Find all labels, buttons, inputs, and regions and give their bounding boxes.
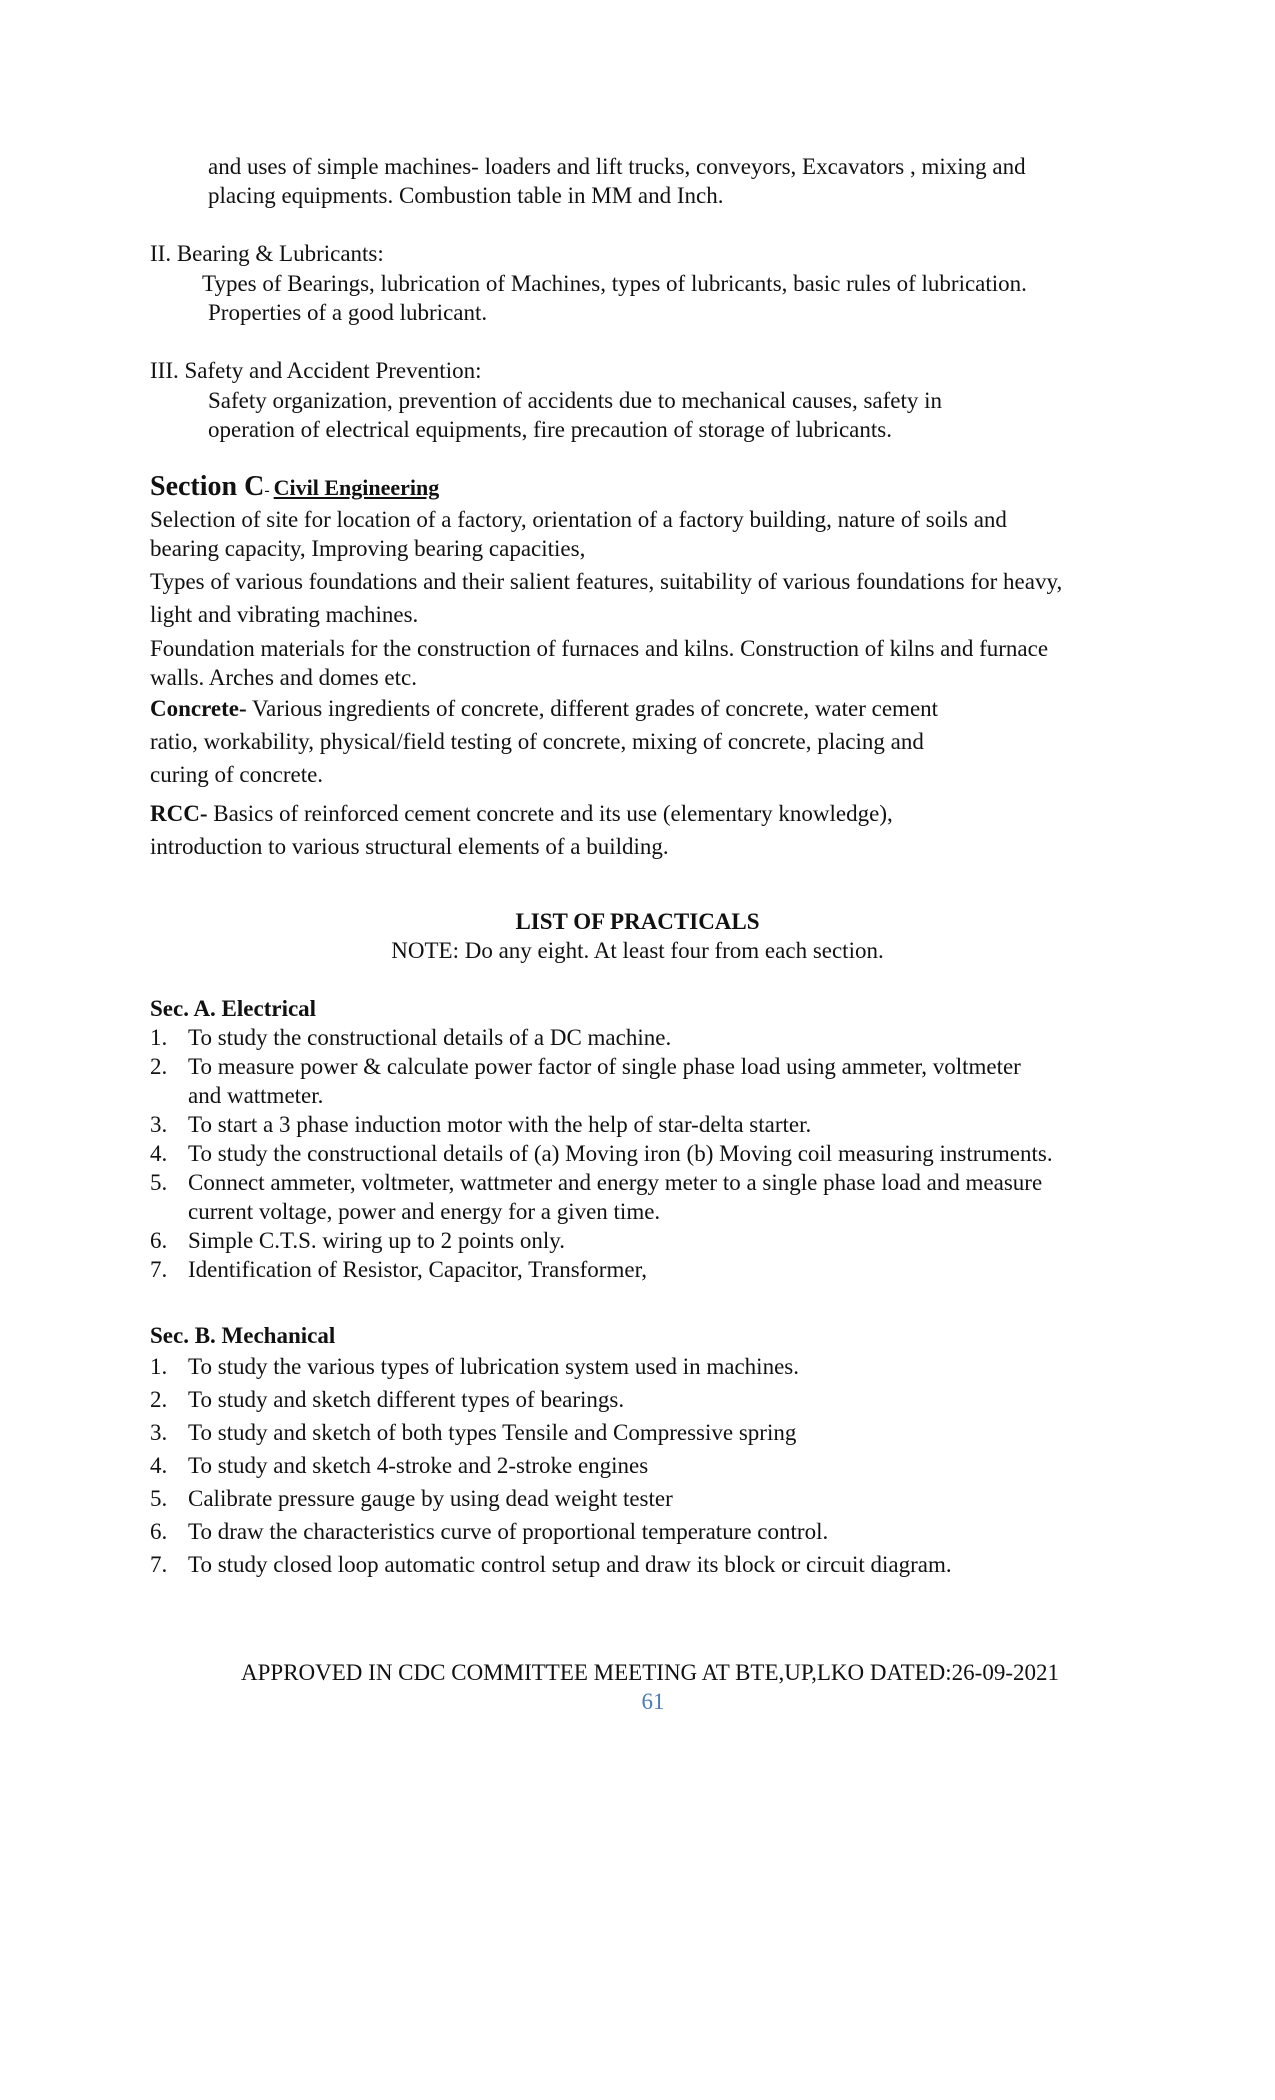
page-number: 61	[641, 1689, 665, 1714]
rcc-label: RCC-	[150, 801, 208, 826]
list-item-text: To study and sketch of both types Tensile and Compressive spring	[188, 1420, 797, 1445]
paragraph-line: Various ingredients of concrete, different grades of concrete, water cement	[246, 696, 939, 721]
safety-line: operation of electrical equipments, fire precaution of storage of lubricants.	[208, 417, 892, 442]
sec-a-heading: Sec. A. Electrical	[150, 996, 317, 1021]
list-item	[150, 1416, 1170, 1449]
paragraph-line: walls. Arches and domes etc.	[150, 665, 417, 690]
bearing-line: Properties of a good lubricant.	[208, 300, 488, 325]
site-selection-paragraph	[150, 505, 1170, 563]
list-item	[150, 1515, 1170, 1548]
list-item-number: 7.	[150, 1552, 168, 1577]
list-item-text: To study the various types of lubrication system used in machines.	[188, 1354, 799, 1379]
rcc-paragraph	[150, 797, 1050, 863]
paragraph-line: Selection of site for location of a factory, orientation of a factory building, nature of soils and	[150, 507, 1007, 532]
section-c-subtitle: Civil Engineering	[273, 475, 440, 500]
list-item-number: 3.	[150, 1112, 168, 1137]
list-item-text: To draw the characteristics curve of proportional temperature control.	[188, 1519, 829, 1544]
practicals-title: LIST OF PRACTICALS	[515, 909, 760, 934]
list-item-text: To study and sketch different types of bearings.	[188, 1387, 625, 1412]
list-item	[150, 1023, 1170, 1052]
sec-b-heading: Sec. B. Mechanical	[150, 1323, 336, 1348]
list-item-number: 6.	[150, 1228, 168, 1253]
list-item	[150, 1449, 1170, 1482]
list-item-text: To study the constructional details of (a) Moving iron (b) Moving coil measuring instruments.	[188, 1141, 1053, 1166]
list-item-number: 4.	[150, 1453, 168, 1478]
list-item-number: 1.	[150, 1025, 168, 1050]
list-item-number: 2.	[150, 1054, 168, 1079]
list-item	[150, 1350, 1170, 1383]
list-item-text: Connect ammeter, voltmeter, wattmeter and energy meter to a single phase load and measure	[188, 1170, 1043, 1195]
practicals-note: NOTE: Do any eight. At least four from each section.	[391, 938, 884, 963]
concrete-label: Concrete-	[150, 696, 247, 721]
list-item	[150, 1482, 1170, 1515]
intro-paragraph	[208, 152, 1168, 210]
list-item-number: 5.	[150, 1170, 168, 1195]
section-c-separator: -	[264, 482, 274, 499]
list-item-number: 4.	[150, 1141, 168, 1166]
paragraph-line: curing of concrete.	[150, 762, 324, 787]
list-item	[150, 1139, 1170, 1168]
sec-a-items	[150, 1023, 1170, 1284]
sec-b-list	[150, 1350, 1170, 1581]
list-item	[150, 1110, 1170, 1139]
safety-line: Safety organization, prevention of accidents due to mechanical causes, safety in	[208, 388, 943, 413]
list-item	[150, 1255, 1170, 1284]
list-item	[150, 1548, 1170, 1581]
list-item-text: Identification of Resistor, Capacitor, Transformer,	[188, 1257, 648, 1282]
section-c-title: Section C	[150, 471, 265, 502]
safety-heading: III. Safety and Accident Prevention:	[150, 358, 482, 383]
sec-b-items	[150, 1350, 1170, 1581]
list-item-number: 5.	[150, 1486, 168, 1511]
sec-a-list	[150, 1023, 1170, 1284]
approval-footer: APPROVED IN CDC COMMITTEE MEETING AT BTE,UP,LKO DATED:26-09-2021	[241, 1660, 1059, 1685]
list-item	[150, 1052, 1170, 1110]
paragraph-line: bearing capacity, Improving bearing capacities,	[150, 536, 586, 561]
list-item-text: To study and sketch 4-stroke and 2-stroke engines	[188, 1453, 649, 1478]
foundations-paragraph	[150, 567, 1170, 629]
list-item-number: 3.	[150, 1420, 168, 1445]
paragraph-line: ratio, workability, physical/field testing of concrete, mixing of concrete, placing and	[150, 729, 924, 754]
paragraph-line: light and vibrating machines.	[150, 602, 419, 627]
paragraph-line: Basics of reinforced cement concrete and its use (elementary knowledge),	[207, 801, 893, 826]
paragraph-line: Types of various foundations and their salient features, suitability of various foundations for heavy,	[150, 569, 1063, 594]
list-item-text: To study closed loop automatic control setup and draw its block or circuit diagram.	[188, 1552, 952, 1577]
section-c-heading	[150, 472, 1170, 505]
paragraph-line: Foundation materials for the construction of furnaces and kilns. Construction of kilns and furnace	[150, 636, 1049, 661]
list-item	[150, 1383, 1170, 1416]
foundation-materials-paragraph	[150, 634, 1170, 692]
list-item-text: and wattmeter.	[188, 1083, 324, 1108]
list-item-text: To measure power & calculate power factor of single phase load using ammeter, voltmeter	[188, 1054, 1021, 1079]
list-item-text: current voltage, power and energy for a given time.	[188, 1199, 661, 1224]
list-item	[150, 1168, 1170, 1226]
list-item-text: To start a 3 phase induction motor with the help of star-delta starter.	[188, 1112, 812, 1137]
list-item-number: 2.	[150, 1387, 168, 1412]
list-item-text: Simple C.T.S. wiring up to 2 points only.	[188, 1228, 565, 1253]
list-item-text: To study the constructional details of a DC machine.	[188, 1025, 672, 1050]
list-item-number: 7.	[150, 1257, 168, 1282]
list-item-number: 6.	[150, 1519, 168, 1544]
safety-paragraph	[208, 386, 1168, 444]
paragraph-line: introduction to various structural elements of a building.	[150, 834, 669, 859]
list-item-number: 1.	[150, 1354, 168, 1379]
bearing-paragraph	[202, 269, 1172, 327]
bearing-line: Types of Bearings, lubrication of Machines, types of lubricants, basic rules of lubrication.	[202, 271, 1027, 296]
intro-line: and uses of simple machines- loaders and lift trucks, conveyors, Excavators , mixing and	[208, 154, 1026, 179]
list-item-text: Calibrate pressure gauge by using dead weight tester	[188, 1486, 673, 1511]
concrete-paragraph	[150, 692, 1050, 791]
intro-line: placing equipments. Combustion table in MM and Inch.	[208, 183, 724, 208]
bearing-heading: II. Bearing & Lubricants:	[150, 241, 384, 266]
list-item	[150, 1226, 1170, 1255]
